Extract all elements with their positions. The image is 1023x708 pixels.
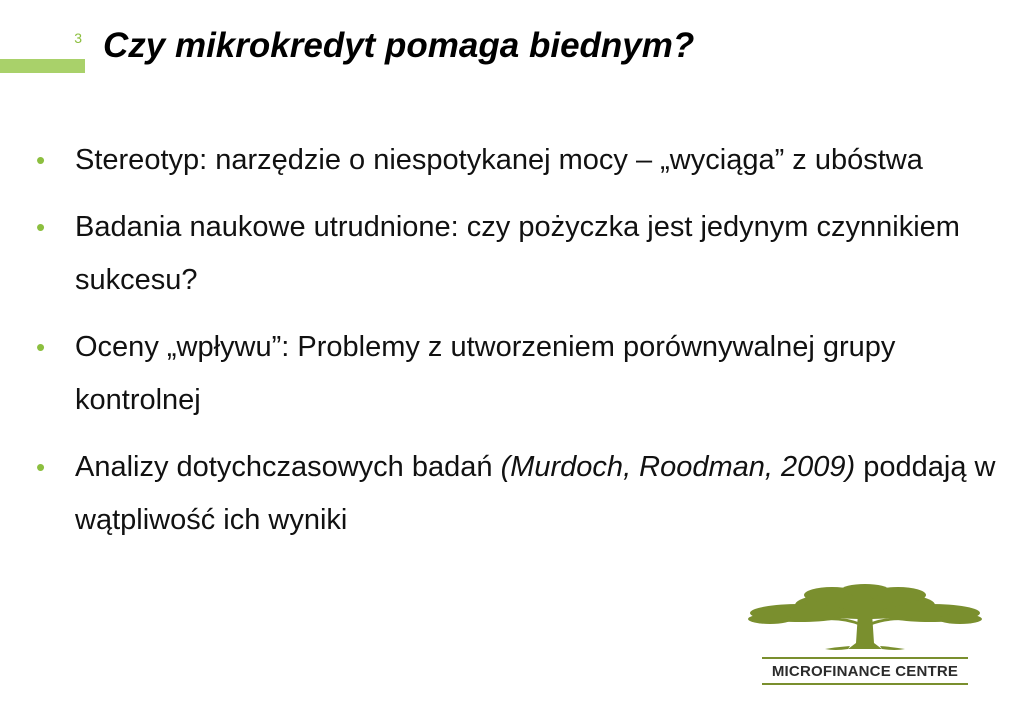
tree-icon	[740, 583, 990, 663]
citation: (Murdoch, Roodman, 2009)	[500, 451, 856, 483]
logo-text: MICROFINANCE CENTRE	[771, 663, 959, 680]
bullet-text: Oceny „wpływu”: Problemy z utworzeniem porównywalnej grupy kontrolnej	[75, 331, 896, 416]
microfinance-centre-logo	[740, 583, 990, 693]
logo-line-top	[762, 657, 968, 659]
bullet-list	[36, 134, 996, 561]
slide-number: 3	[74, 30, 82, 46]
bullet-text-end: poddają w wątpliwość ich wyniki	[75, 451, 996, 536]
bullet-item	[36, 201, 996, 307]
bullet-dot: •	[36, 212, 46, 242]
bullet-item	[36, 134, 996, 187]
accent-bar	[0, 59, 85, 73]
bullet-dot: •	[36, 332, 46, 362]
logo-line-bottom	[762, 683, 968, 685]
bullet-item	[36, 321, 996, 427]
bullet-item	[36, 441, 996, 547]
bullet-dot: •	[36, 145, 46, 175]
slide-title: Czy mikrokredyt pomaga biednym?	[103, 26, 695, 65]
bullet-text-start: Analizy dotychczasowych badań	[75, 451, 501, 483]
bullet-text: Badania naukowe utrudnione: czy pożyczka jest jedynym czynnikiem sukcesu?	[75, 211, 960, 296]
bullet-dot: •	[36, 452, 46, 482]
bullet-text: Stereotyp: narzędzie o niespotykanej mocy – „wyciąga” z ubóstwa	[75, 144, 923, 176]
